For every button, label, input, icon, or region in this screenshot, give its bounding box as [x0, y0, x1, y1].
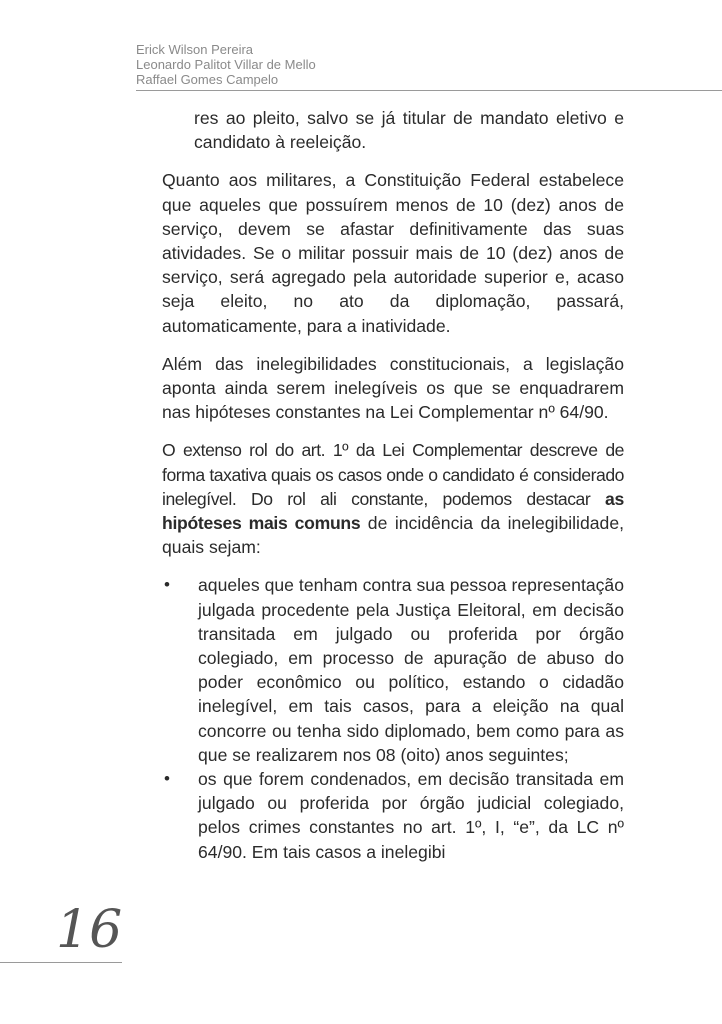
paragraph-rol-tail: de incidência da inelegibilidade, quais sejam:: [162, 513, 624, 558]
continuation-paragraph: res ao pleito, salvo se já titular de mandato eletivo e candidato à reeleição.: [194, 108, 624, 153]
author-name: Leonardo Palitot Villar de Mello: [136, 57, 316, 72]
emphasis-text: as hipóteses mais comuns: [162, 488, 624, 534]
paragraph-rol-text: O extenso rol do art. 1º da Lei Complementar descreve de forma taxativa quais os casos onde o candidato é considerado inelegível. Do rol ali constante, podemos destacar: [162, 440, 624, 509]
list-item: [162, 767, 624, 864]
paragraph-rol: [162, 438, 624, 559]
list-item-text: os que forem condenados, em decisão transitada em julgado ou proferida por órgão judicial colegiado, pelos crimes constantes no art. 1º, I, “e”, da LC nº 64/90. Em tais casos a inelegibi: [198, 769, 624, 862]
footer-divider: [0, 962, 122, 963]
bullet-icon: •: [164, 575, 170, 595]
page-body: [162, 106, 624, 864]
author-name: Raffael Gomes Campelo: [136, 72, 279, 87]
bullet-icon: •: [164, 769, 170, 789]
paragraph-legislacao: Além das inelegibilidades constitucionais, a legislação aponta ainda serem inelegíveis os que se enquadrarem nas hipóteses constantes na Lei Complementar nº 64/90.: [162, 353, 624, 423]
list-item-text: aqueles que tenham contra sua pessoa representação julgada procedente pela Justiça Eleitoral, em decisão transitada em julgado ou proferida por órgão colegiado, em processo de apuração de abuso do poder econômico ou político, estando o cidadão inelegível, em tais casos, para a eleição na qual concorre ou tenha sido diplomado, bem como para as que se realizarem nos 08 (oito) anos seguintes;: [198, 575, 624, 765]
running-header: [136, 42, 316, 87]
header-divider: [136, 90, 722, 91]
list-item: [162, 573, 624, 767]
page-number: 16: [56, 900, 123, 960]
hypotheses-list: [162, 573, 624, 863]
author-name: Erick Wilson Pereira: [136, 42, 254, 57]
paragraph-militares: Quanto aos militares, a Constituição Federal estabelece que aqueles que possuírem menos de 10 (dez) anos de serviço, devem se afastar definitivamente das suas atividades. Se o militar possuir mais de 10 (dez) anos de serviço, será agregado pela autoridade superior e, acaso seja eleito, no ato da diplomação, passará, automaticamente, para a inatividade.: [162, 170, 624, 336]
